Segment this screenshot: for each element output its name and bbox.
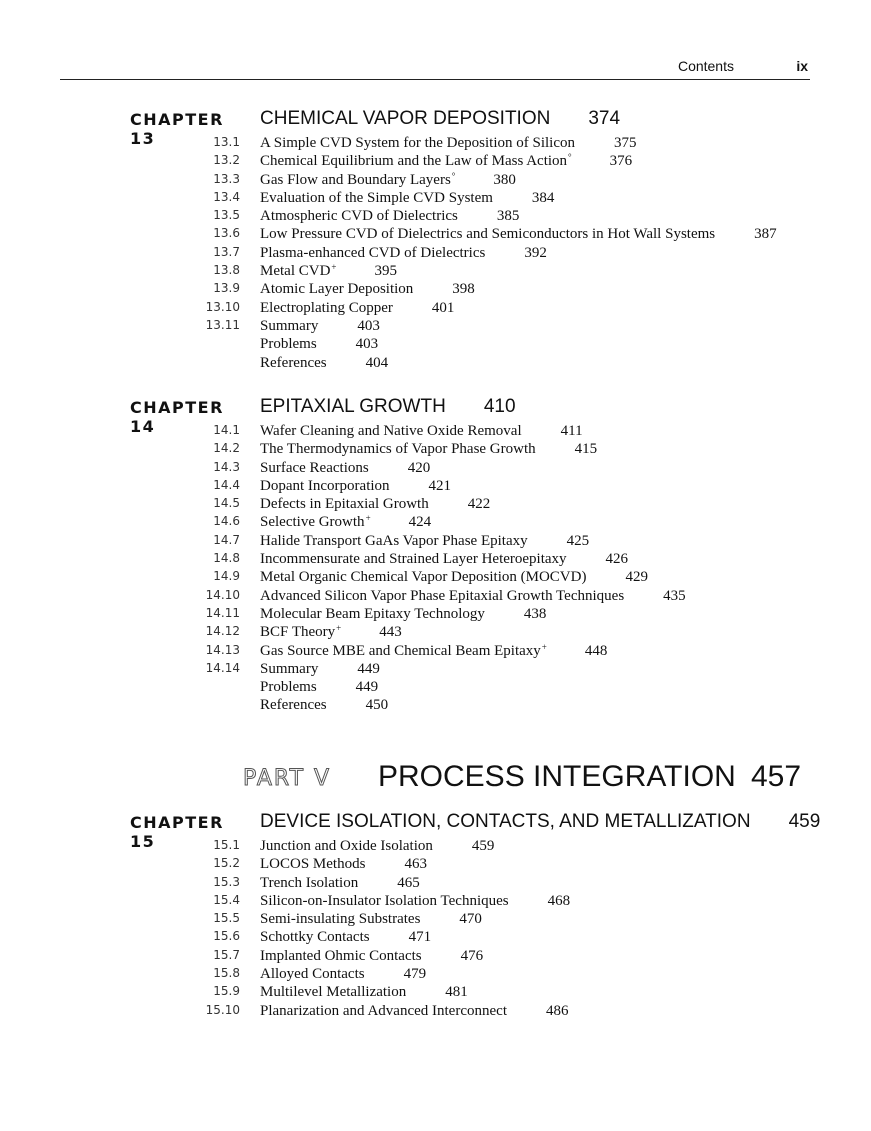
toc-entry: [0, 910, 871, 928]
section-page: 411: [560, 423, 583, 439]
section-page: 426: [605, 551, 629, 568]
toc-entry: [0, 459, 871, 477]
section-page: 387: [754, 226, 777, 243]
section-title-text: Multilevel Metallization: [260, 984, 407, 1001]
section-title: [260, 244, 547, 262]
toc-entry: [0, 1002, 871, 1020]
section-number: 14.1: [213, 423, 240, 437]
section-title-text: Metal CVD: [260, 263, 331, 280]
chapter-title-text: CHEMICAL VAPOR DEPOSITION: [260, 108, 551, 129]
section-title: [260, 550, 628, 568]
section-title: [260, 299, 454, 317]
section-title: [260, 225, 777, 243]
section-title-text: Wafer Cleaning and Native Oxide Removal: [260, 423, 522, 439]
part-title: PROCESS INTEGRATION: [378, 760, 736, 793]
section-page: 424: [408, 514, 432, 531]
chapter-title: [260, 811, 820, 833]
toc-entry: [0, 354, 871, 372]
section-number: 15.9: [213, 984, 240, 999]
section-title-text: Semi-insulating Substrates: [260, 911, 421, 928]
section-title: [260, 532, 589, 550]
toc-entry: [0, 983, 871, 1001]
chapter-page: 459: [788, 811, 821, 832]
section-page: 450: [365, 697, 389, 714]
section-title-text: Trench Isolation: [260, 874, 359, 891]
section-number: 13.8: [213, 263, 240, 278]
section-number: 13.3: [213, 171, 240, 186]
section-page: 429: [625, 569, 648, 586]
section-title-text: Halide Transport GaAs Vapor Phase Epitaxy: [260, 532, 528, 549]
section-number: 13.7: [213, 244, 240, 259]
section-page: 471: [408, 929, 432, 946]
section-number: 14.13: [205, 642, 240, 657]
section-page: 476: [460, 947, 484, 964]
section-mark: +: [331, 262, 337, 273]
section-number: 14.5: [213, 496, 240, 511]
toc-entry: [0, 550, 871, 568]
chapter-page: 410: [483, 396, 516, 417]
section-title: [260, 262, 397, 280]
toc-entry: [0, 189, 871, 207]
section-title-text: Schottky Contacts: [260, 929, 370, 946]
section-page: 376: [609, 153, 633, 170]
toc-entry: [0, 928, 871, 946]
chapter-entries: [0, 134, 871, 372]
toc-entry: [0, 335, 871, 353]
section-page: 404: [365, 354, 389, 371]
section-number: 15.5: [213, 911, 240, 926]
toc-entry: [0, 678, 871, 696]
section-page: 443: [379, 624, 402, 641]
section-page: 486: [545, 1002, 569, 1019]
section-number: 15.8: [213, 966, 240, 981]
toc-entry: [0, 568, 871, 586]
section-title: [260, 280, 475, 298]
toc-entry: [0, 134, 871, 152]
part-heading: [0, 760, 871, 800]
section-number: 15.3: [213, 874, 240, 889]
toc-entry: [0, 207, 871, 225]
chapter-title-text: DEVICE ISOLATION, CONTACTS, AND METALLIZATION: [260, 811, 751, 832]
section-title: [260, 947, 483, 965]
section-number: 13.4: [213, 189, 240, 204]
section-number: 14.2: [213, 441, 240, 456]
running-header: [60, 56, 810, 80]
toc-entry: [0, 317, 871, 335]
section-page: 448: [584, 642, 608, 659]
toc-entry: [0, 892, 871, 910]
section-title-text: Silicon-on-Insulator Isolation Techniques: [260, 892, 509, 909]
section-title-text: Gas Source MBE and Chemical Beam Epitaxy: [260, 642, 541, 659]
section-number: 14.8: [213, 551, 240, 566]
section-title-text: Gas Flow and Boundary Layers: [260, 171, 451, 188]
section-title: [260, 837, 494, 855]
section-title: [260, 152, 632, 170]
section-page: 392: [524, 244, 547, 261]
section-title: [260, 605, 546, 623]
section-title-text: Molecular Beam Epitaxy Technology: [260, 605, 485, 622]
section-number: 15.10: [205, 1002, 240, 1017]
section-mark: +: [336, 623, 342, 634]
section-title-text: References: [260, 354, 327, 371]
toc-entry: [0, 660, 871, 678]
section-title-text: Problems: [260, 336, 317, 353]
section-title: [260, 892, 570, 910]
section-title-text: Problems: [260, 679, 317, 696]
section-title: [260, 495, 490, 513]
section-title-text: Junction and Oxide Isolation: [260, 838, 433, 854]
section-page: 463: [404, 856, 427, 873]
toc-entry: [0, 171, 871, 189]
section-page: 449: [357, 660, 380, 677]
section-number: 13.5: [213, 208, 240, 223]
section-number: 14.14: [205, 660, 240, 675]
chapter-page: 374: [588, 108, 621, 129]
section-title: [260, 317, 380, 335]
section-number: 13.10: [205, 299, 240, 314]
toc-entry: [0, 244, 871, 262]
toc-entry: [0, 874, 871, 892]
section-title-text: Plasma-enhanced CVD of Dielectrics: [260, 244, 486, 261]
section-title: [260, 477, 451, 495]
section-title-text: Selective Growth: [260, 514, 365, 531]
section-title: [260, 440, 597, 458]
section-number: 14.12: [205, 624, 240, 639]
section-title: [260, 335, 378, 353]
section-title: [260, 568, 648, 586]
toc-entry: [0, 837, 871, 855]
section-title-text: Surface Reactions: [260, 459, 369, 476]
toc-entry: [0, 440, 871, 458]
toc-entry: [0, 605, 871, 623]
chapter-entries: [0, 837, 871, 1020]
section-number: 13.1: [213, 135, 240, 149]
section-page: 481: [445, 984, 468, 1001]
section-number: 15.7: [213, 947, 240, 962]
section-number: 15.4: [213, 892, 240, 907]
section-title-text: Incommensurate and Strained Layer Heteroepitaxy: [260, 551, 567, 568]
section-title: [260, 696, 388, 714]
section-title: [260, 678, 378, 696]
chapter-title: [260, 108, 620, 130]
toc-entry: [0, 422, 871, 440]
section-number: 14.9: [213, 569, 240, 584]
section-number: 14.7: [213, 532, 240, 547]
toc-entry: [0, 532, 871, 550]
part-label: PART V: [243, 766, 332, 791]
section-title: [260, 855, 427, 873]
section-page: 479: [403, 966, 427, 983]
section-title: [260, 134, 637, 152]
section-title: [260, 422, 583, 440]
section-page: 401: [431, 299, 455, 316]
section-title: [260, 910, 482, 928]
section-title: [260, 965, 426, 983]
toc-entry: [0, 513, 871, 531]
toc-entry: [0, 587, 871, 605]
toc-entry: [0, 642, 871, 660]
section-page: 398: [452, 281, 475, 298]
section-title-text: Atmospheric CVD of Dielectrics: [260, 208, 458, 225]
toc-entry: [0, 947, 871, 965]
chapter-label: CHAPTER 15: [130, 813, 224, 851]
section-title: [260, 1002, 568, 1020]
section-page: 449: [355, 679, 379, 696]
section-page: 425: [566, 532, 590, 549]
section-title: [260, 587, 686, 605]
section-number: 14.10: [205, 587, 240, 602]
section-title: [260, 189, 554, 207]
section-title-text: Alloyed Contacts: [260, 966, 365, 983]
section-page: 403: [355, 336, 379, 353]
section-title-text: LOCOS Methods: [260, 856, 366, 873]
section-title-text: References: [260, 697, 327, 714]
section-page: 438: [523, 605, 547, 622]
section-number: 15.2: [213, 856, 240, 871]
chapter-label: CHAPTER 13: [130, 110, 224, 148]
section-title-text: The Thermodynamics of Vapor Phase Growth: [260, 441, 536, 458]
section-page: 395: [374, 263, 397, 280]
section-title: [260, 354, 388, 372]
section-number: 13.6: [213, 226, 240, 241]
section-number: 13.11: [205, 317, 240, 332]
section-title-text: Electroplating Copper: [260, 299, 393, 316]
toc-entry: [0, 495, 871, 513]
section-page: 435: [663, 587, 686, 604]
toc-entry: [0, 225, 871, 243]
section-title-text: Summary: [260, 317, 319, 334]
section-title-text: Low Pressure CVD of Dielectrics and Semiconductors in Hot Wall Systems: [260, 226, 716, 243]
toc-entry: [0, 855, 871, 873]
section-page: 385: [496, 208, 520, 225]
section-page: 420: [407, 459, 431, 476]
section-title: [260, 928, 431, 946]
section-number: 14.11: [205, 605, 240, 620]
toc-entry: [0, 280, 871, 298]
section-number: 14.6: [213, 514, 240, 529]
section-title-text: Advanced Silicon Vapor Phase Epitaxial Growth Techniques: [260, 587, 625, 604]
section-title-text: Summary: [260, 660, 319, 677]
section-title: [260, 171, 516, 189]
section-page: 403: [357, 317, 380, 334]
section-title-text: Planarization and Advanced Interconnect: [260, 1002, 507, 1019]
section-title-text: Evaluation of the Simple CVD System: [260, 189, 493, 206]
part-page: 457: [751, 760, 802, 793]
chapter-entries: [0, 422, 871, 715]
section-title-text: Chemical Equilibrium and the Law of Mass Action: [260, 153, 568, 170]
section-page: 415: [574, 441, 598, 458]
section-title: [260, 983, 468, 1001]
section-page: 422: [467, 496, 491, 513]
section-title: [260, 207, 519, 225]
section-title: [260, 459, 430, 477]
chapter-title-text: EPITAXIAL GROWTH: [260, 396, 446, 417]
section-title: [260, 874, 420, 892]
section-number: 13.9: [213, 281, 240, 296]
section-title-text: Atomic Layer Deposition: [260, 281, 414, 298]
section-title-text: BCF Theory: [260, 624, 336, 641]
section-page: 459: [471, 838, 495, 854]
section-title: [260, 660, 380, 678]
section-page: 384: [531, 189, 555, 206]
toc-entry: [0, 965, 871, 983]
section-title-text: A Simple CVD System for the Deposition of Silicon: [260, 135, 575, 151]
section-title: [260, 513, 431, 531]
section-number: 13.2: [213, 153, 240, 168]
section-title-text: Metal Organic Chemical Vapor Deposition (MOCVD): [260, 569, 587, 586]
chapter-label: CHAPTER 14: [130, 398, 224, 436]
section-number: 15.6: [213, 929, 240, 944]
section-number: 15.1: [213, 838, 240, 852]
section-page: 468: [547, 892, 571, 909]
section-number: 14.3: [213, 459, 240, 474]
section-page: 380: [493, 171, 516, 188]
running-title: Contents: [677, 58, 734, 74]
section-number: 14.4: [213, 477, 240, 492]
section-mark: °: [451, 170, 456, 181]
section-title: [260, 642, 607, 660]
toc-entry: [0, 152, 871, 170]
section-title-text: Implanted Ohmic Contacts: [260, 947, 422, 964]
section-mark: +: [541, 641, 547, 652]
page-number: ix: [796, 58, 808, 74]
section-page: 421: [428, 477, 452, 494]
toc-entry: [0, 623, 871, 641]
section-page: 470: [459, 911, 482, 928]
section-title-text: Defects in Epitaxial Growth: [260, 496, 429, 513]
toc-entry: [0, 262, 871, 280]
section-mark: +: [365, 513, 371, 524]
section-title: [260, 623, 402, 641]
section-title-text: Dopant Incorporation: [260, 477, 390, 494]
section-page: 465: [397, 874, 420, 891]
toc-entry: [0, 299, 871, 317]
section-mark: °: [568, 152, 572, 163]
toc-entry: [0, 477, 871, 495]
section-page: 375: [614, 135, 637, 151]
chapter-title: [260, 396, 516, 418]
toc-entry: [0, 696, 871, 714]
